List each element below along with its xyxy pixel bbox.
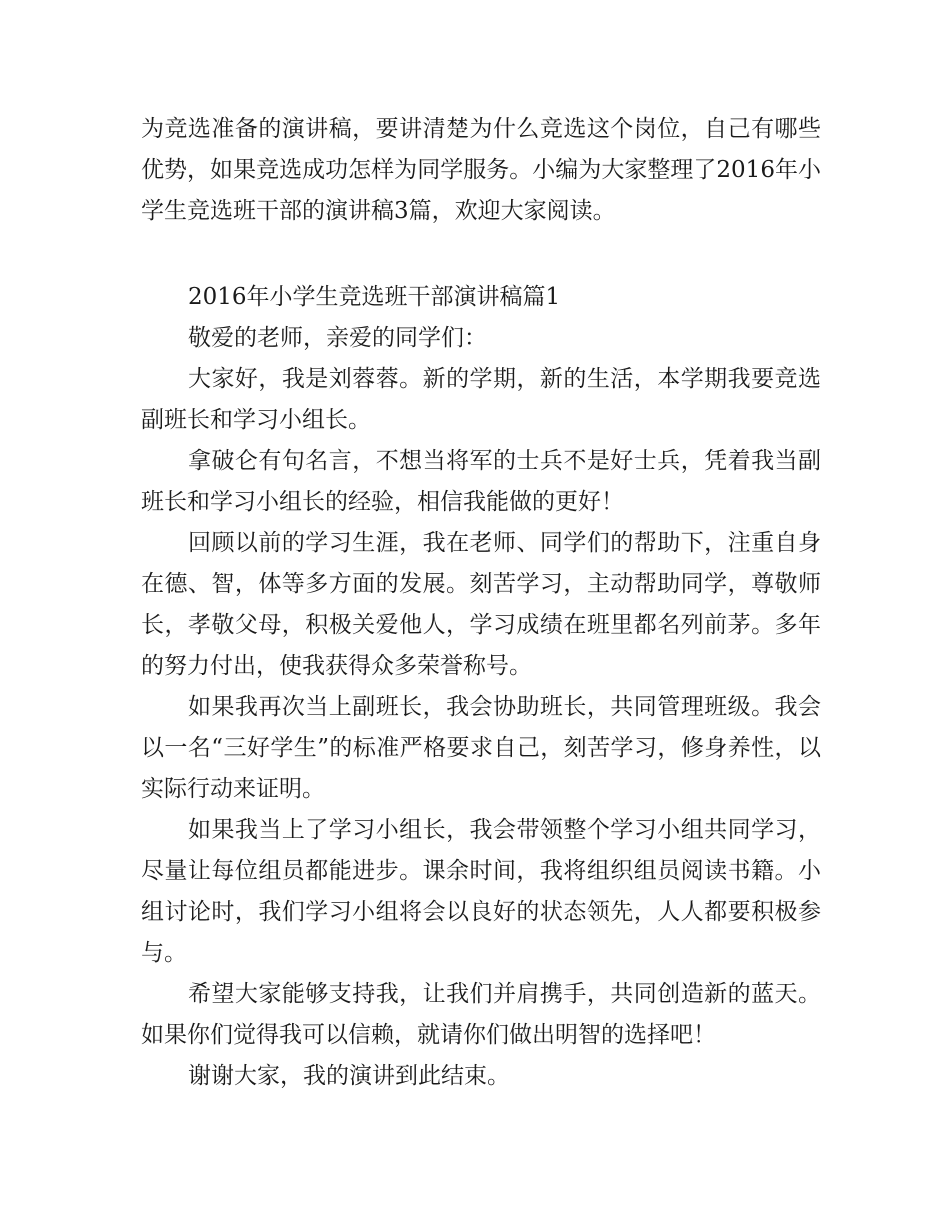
speech-paragraph-2: 拿破仑有句名言，不想当将军的士兵不是好士兵，凭着我当副班长和学习小组长的经验，相信我能做的更好！ xyxy=(141,448,821,515)
speech-closing: 谢谢大家，我的演讲到此结束。 xyxy=(188,1063,510,1089)
speech-heading: 2016年小学生竞选班干部演讲稿篇1 xyxy=(188,284,561,310)
speech-greeting: 敬爱的老师，亲爱的同学们： xyxy=(188,325,487,351)
intro-paragraph: 为竞选准备的演讲稿，要讲清楚为什么竞选这个岗位，自己有哪些优势，如果竞选成功怎样为同学服务。小编为大家整理了2016年小学生竞选班干部的演讲稿3篇，欢迎大家阅读。 xyxy=(141,116,821,224)
speech-paragraph-5: 如果我当上了学习小组长，我会带领整个学习小组共同学习，尽量让每位组员都能进步。课余时间，我将组织组员阅读书籍。小组讨论时，我们学习小组将会以良好的状态领先，人人都要积极参与。 xyxy=(141,817,821,966)
speech-paragraph-4: 如果我再次当上副班长，我会协助班长，共同管理班级。我会以一名“三好学生”的标准严格要求自己，刻苦学习，修身养性，以实际行动来证明。 xyxy=(141,694,821,802)
document-body xyxy=(141,109,821,1097)
speech-paragraph-1: 大家好，我是刘蓉蓉。新的学期，新的生活，本学期我要竞选副班长和学习小组长。 xyxy=(141,366,821,433)
speech-paragraph-3: 回顾以前的学习生涯，我在老师、同学们的帮助下，注重自身在德、智，体等多方面的发展。刻苦学习，主动帮助同学，尊敬师长，孝敬父母，积极关爱他人，学习成绩在班里都名列前茅。多年的努力付出，使我获得众多荣誉称号。 xyxy=(141,530,821,679)
speech-paragraph-6: 希望大家能够支持我，让我们并肩携手，共同创造新的蓝天。如果你们觉得我可以信赖，就请你们做出明智的选择吧！ xyxy=(141,981,821,1048)
